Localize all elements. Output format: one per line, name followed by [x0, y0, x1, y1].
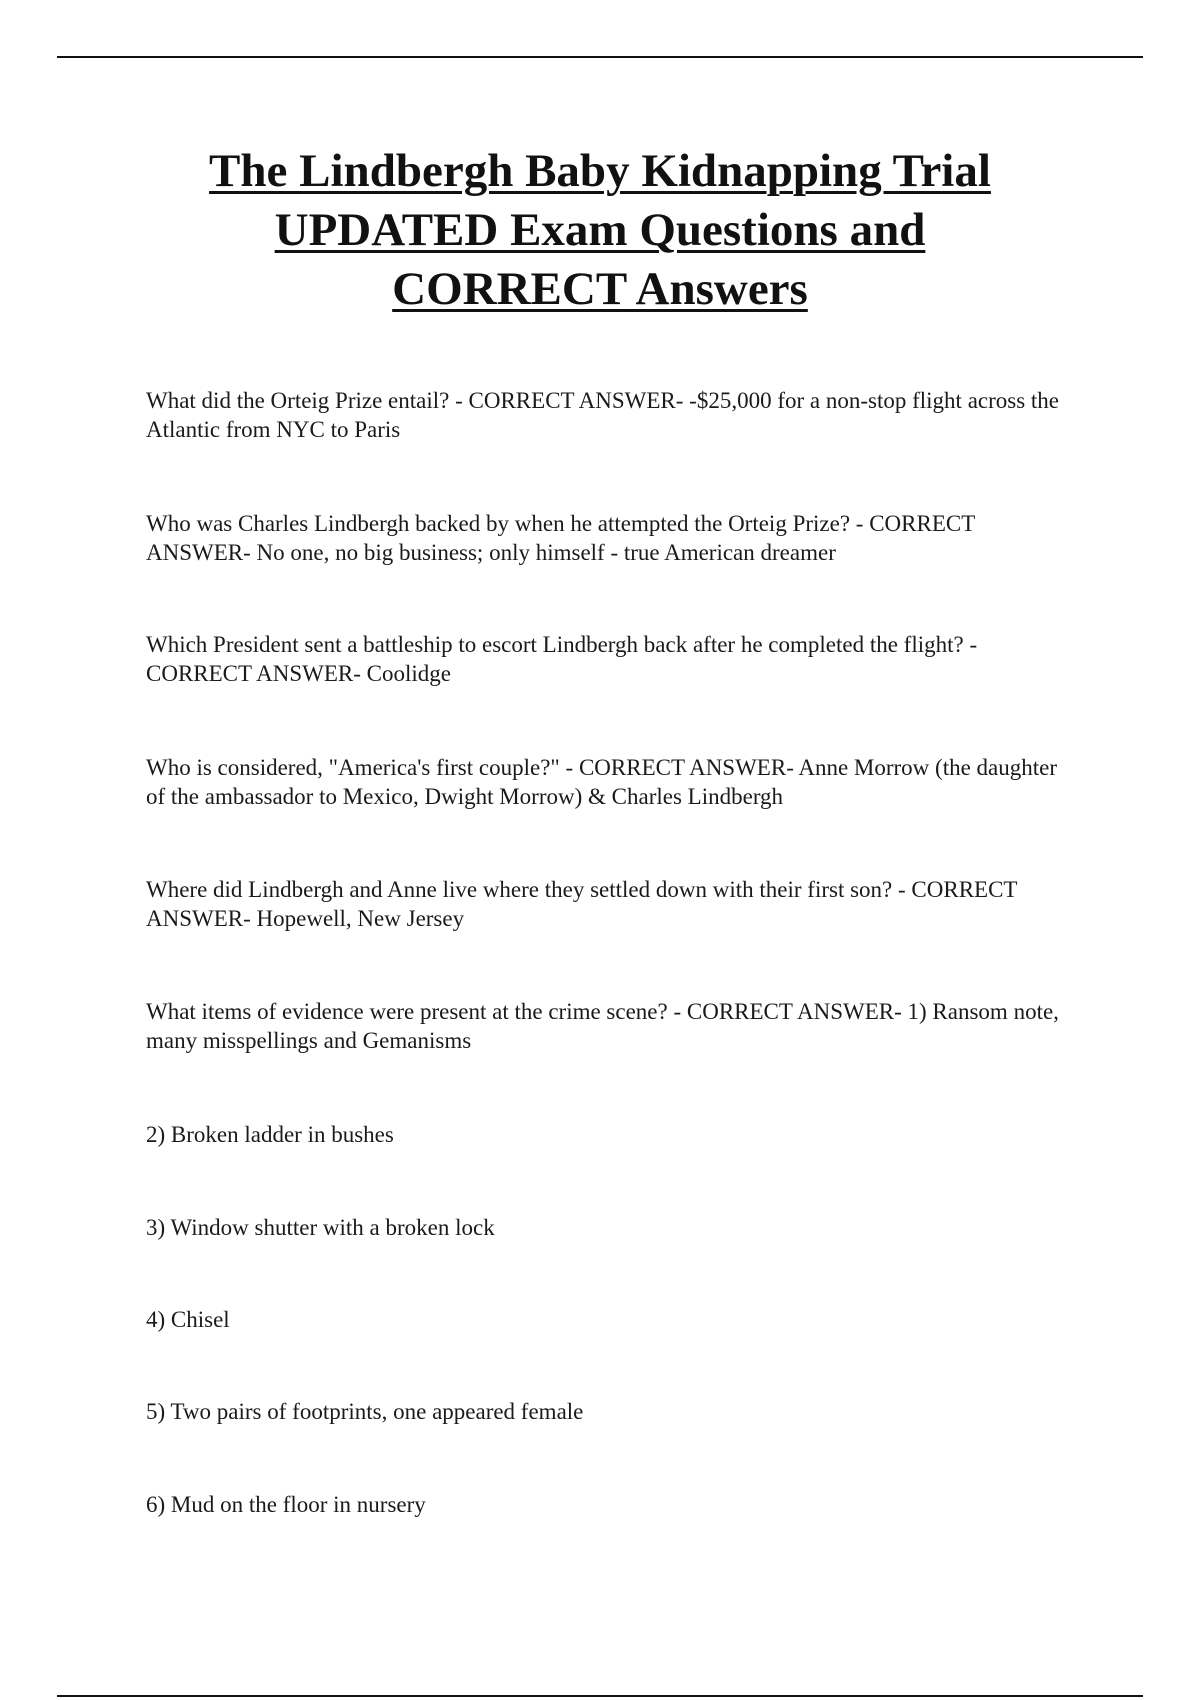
qa-entry-residence: Where did Lindbergh and Anne live where they settled down with their first son? - CORRECT ANSWER- Hopewell, New Jersey [146, 877, 1018, 931]
evidence-item-6: 6) Mud on the floor in nursery [146, 1492, 426, 1517]
evidence-item-2: 2) Broken ladder in bushes [146, 1122, 394, 1147]
evidence-item-3: 3) Window shutter with a broken lock [146, 1215, 495, 1240]
bottom-rule [57, 1695, 1143, 1697]
qa-entry-first-couple: Who is considered, "America's first couple?" - CORRECT ANSWER- Anne Morrow (the daughter of the ambassador to Mexico, Dwight Morrow) & Charles Lindbergh [146, 755, 1058, 809]
title-line-3: CORRECT Answers [392, 263, 808, 315]
qa-entry-backer: Who was Charles Lindbergh backed by when he attempted the Orteig Prize? - CORRECT ANSWER- No one, no big business; only himself - true American dreamer [146, 511, 975, 565]
qa-entry-president: Which President sent a battleship to escort Lindbergh back after he completed the flight? - CORRECT ANSWER- Coolidge [146, 632, 978, 686]
qa-entry-orteig-prize: What did the Orteig Prize entail? - CORRECT ANSWER- -$25,000 for a non-stop flight across the Atlantic from NYC to Paris [146, 388, 1060, 442]
title-line-2: UPDATED Exam Questions and [274, 204, 926, 256]
title-line-1: The Lindbergh Baby Kidnapping Trial [209, 145, 991, 197]
document-title [100, 142, 1100, 319]
evidence-item-4: 4) Chisel [146, 1307, 230, 1332]
qa-entry-evidence: What items of evidence were present at the crime scene? - CORRECT ANSWER- 1) Ransom note, many misspellings and Gemanisms [146, 999, 1059, 1053]
evidence-item-5: 5) Two pairs of footprints, one appeared female [146, 1399, 584, 1424]
top-rule [57, 56, 1143, 58]
